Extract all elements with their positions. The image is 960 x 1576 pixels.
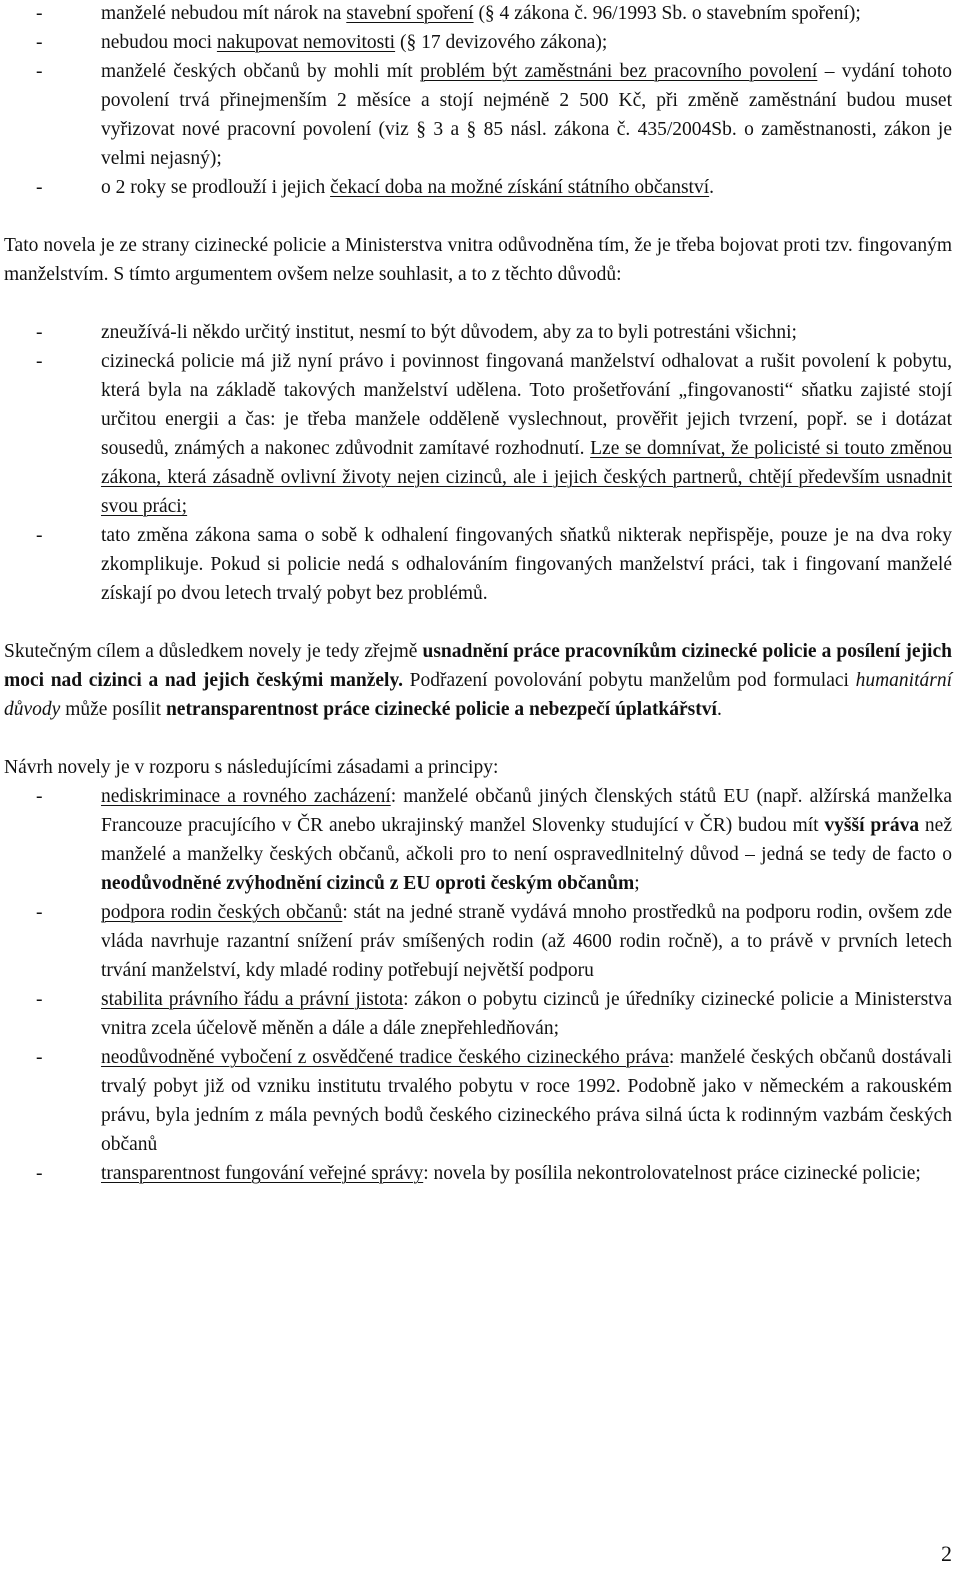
list-item <box>4 57 952 173</box>
text-run: humanitární důvody <box>4 670 952 720</box>
text-run: : zákon o pobytu cizinců je úředníky cizinecké policie a Ministerstva vnitra zcela účelově měněn a dále a dále znepřehledňován; <box>101 989 952 1039</box>
text-run: než manželé a manželky českých občanů, ačkoli pro to není ospravedlnitelný důvod – jedná se tedy de facto o <box>101 815 952 865</box>
text-run: (§ 4 zákona č. 96/1993 Sb. o stavebním spoření); <box>473 3 861 24</box>
text-run: nediskriminace a rovného zacházení <box>101 786 391 807</box>
list-item <box>4 782 952 898</box>
text-run: problém být zaměstnáni bez pracovního povolení <box>420 61 818 82</box>
paragraph-real-goal <box>4 637 952 724</box>
paragraph-principles-intro <box>4 753 952 782</box>
text-run: netransparentnost práce cizinecké policie a nebezpečí úplatkářství <box>165 699 717 720</box>
text-run: ; <box>634 873 640 894</box>
text-run: manželé českých občanů by mohli mít <box>101 61 421 82</box>
text-run: vyšší práva <box>824 815 920 836</box>
text-run: cizinecká policie má již nyní právo i povinnost fingovaná manželství odhalovat a rušit povolení k pobytu, která byla na základě takových manželství udělena. Toto prošetřování „fingovanosti“ sňatku zajisté stojí určitou energii a čas: je třeba manžele odděleně vyslechnout, prověřit jejich tvrzení, popř. se i dotázat sousedů, známých a nakonec zdůvodnit zamítavé rozhodnutí. <box>101 351 952 459</box>
text-run: stavební spoření <box>346 3 474 24</box>
list-item <box>4 898 952 985</box>
text-run: Lze se domnívat, že policisté si touto změnou zákona, která zásadně ovlivní životy nejen cizinců, ale i jejich českých partnerů, chtějí především usnadnit svou práci; <box>101 438 953 517</box>
text-run: manželé nebudou mít nárok na <box>101 3 347 24</box>
list-item <box>4 521 952 608</box>
text-run: : stát na jedné straně vydává mnoho prostředků na podporu rodin, ovšem zde vláda navrhuje razantní snížení práv smíšených rodin (až 4600 rodin ročně), a to právě v prvních letech trvání manželství, kdy mladé rodiny potřebují největší podporu <box>101 902 952 981</box>
text-run: Návrh novely je v rozporu s následujícími zásadami a principy: <box>4 757 499 778</box>
page-content <box>4 0 952 1188</box>
text-run: : manželé občanů jiných členských států EU (např. alžírská manželka Francouze pracujícího v ČR anebo ukrajinský manžel Slovenky studující v ČR) budou mít <box>101 786 952 836</box>
list-item <box>4 347 952 521</box>
text-run: usnadnění práce pracovníkům cizinecké policie a posílení jejich moci nad cizinci a nad jejich českými manžely. <box>4 641 952 691</box>
text-run: čekací doba na možné získání státního občanství <box>330 177 710 198</box>
list-item <box>4 1159 952 1188</box>
text-run: . <box>709 177 714 198</box>
text-run: o 2 roky se prodlouží i jejich <box>101 177 331 198</box>
list-item <box>4 985 952 1043</box>
spacer <box>4 724 952 753</box>
list-principles <box>4 782 952 1188</box>
text-run: : manželé českých občanů dostávali trvalý pobyt již od vzniku institutu trvalého pobytu v roce 1992. Podobně jako v německém a rakouském právu, byla jedním z mála pevných bodů českého cizineckého práva silná úcta k rodinným vazbám českých občanů <box>101 1047 953 1155</box>
text-run: může posílit <box>60 699 166 720</box>
spacer <box>4 608 952 637</box>
text-run: tato změna zákona sama o sobě k odhalení fingovaných sňatků nikterak nepřispěje, pouze je na dva roky zkomplikuje. Pokud si policie nedá s odhalováním fingovaných manželství práci, tak i fingovaní manželé získají po dvou letech trvalý pobyt bez problémů. <box>101 525 952 604</box>
text-run: neodůvodněné vybočení z osvědčené tradice českého cizineckého práva <box>101 1047 669 1068</box>
list-item <box>4 0 952 28</box>
list-item <box>4 173 952 202</box>
list-item <box>4 318 952 347</box>
text-run: stabilita právního řádu a právní jistota <box>101 989 404 1010</box>
text-run: nebudou moci <box>101 32 217 53</box>
list-counterarguments <box>4 318 952 608</box>
text-run: Tato novela je ze strany cizinecké policie a Ministerstva vnitra odůvodněna tím, že je třeba bojovat proti tzv. fingovaným manželstvím. S tímto argumentem ovšem nelze souhlasit, a to z těchto důvodů: <box>4 235 952 285</box>
text-run: transparentnost fungování veřejné správy <box>101 1163 424 1184</box>
list-item <box>4 28 952 57</box>
spacer <box>4 202 952 231</box>
spacer <box>4 289 952 318</box>
list-consequences <box>4 0 952 202</box>
text-run: : novela by posílila nekontrolovatelnost práce cizinecké policie; <box>423 1163 921 1184</box>
text-run: podpora rodin českých občanů <box>101 902 343 923</box>
paragraph-justification <box>4 231 952 289</box>
text-run: nakupovat nemovitosti <box>216 32 396 53</box>
text-run: Skutečným cílem a důsledkem novely je tedy zřejmě <box>4 641 423 662</box>
text-run: . <box>716 699 722 720</box>
list-item <box>4 1043 952 1159</box>
text-run: Podřazení povolování pobytu manželům pod formulaci <box>403 670 856 691</box>
text-run: – vydání tohoto povolení trvá přinejmenším 2 měsíce a stojí nejméně 2 500 Kč, při změně zaměstnání budou muset vyřizovat nové pracovní povolení (viz § 3 a § 85 násl. zákona č. 435/2004Sb. o zaměstnanosti, zákon je velmi nejasný); <box>101 61 953 169</box>
page-number: 2 <box>941 1541 952 1566</box>
text-run: zneužívá-li někdo určitý institut, nesmí to být důvodem, aby za to byli potrestáni všichni; <box>101 322 797 343</box>
text-run: (§ 17 devizového zákona); <box>395 32 608 53</box>
text-run: neodůvodněné zvýhodnění cizinců z EU oproti českým občanům <box>101 873 635 894</box>
